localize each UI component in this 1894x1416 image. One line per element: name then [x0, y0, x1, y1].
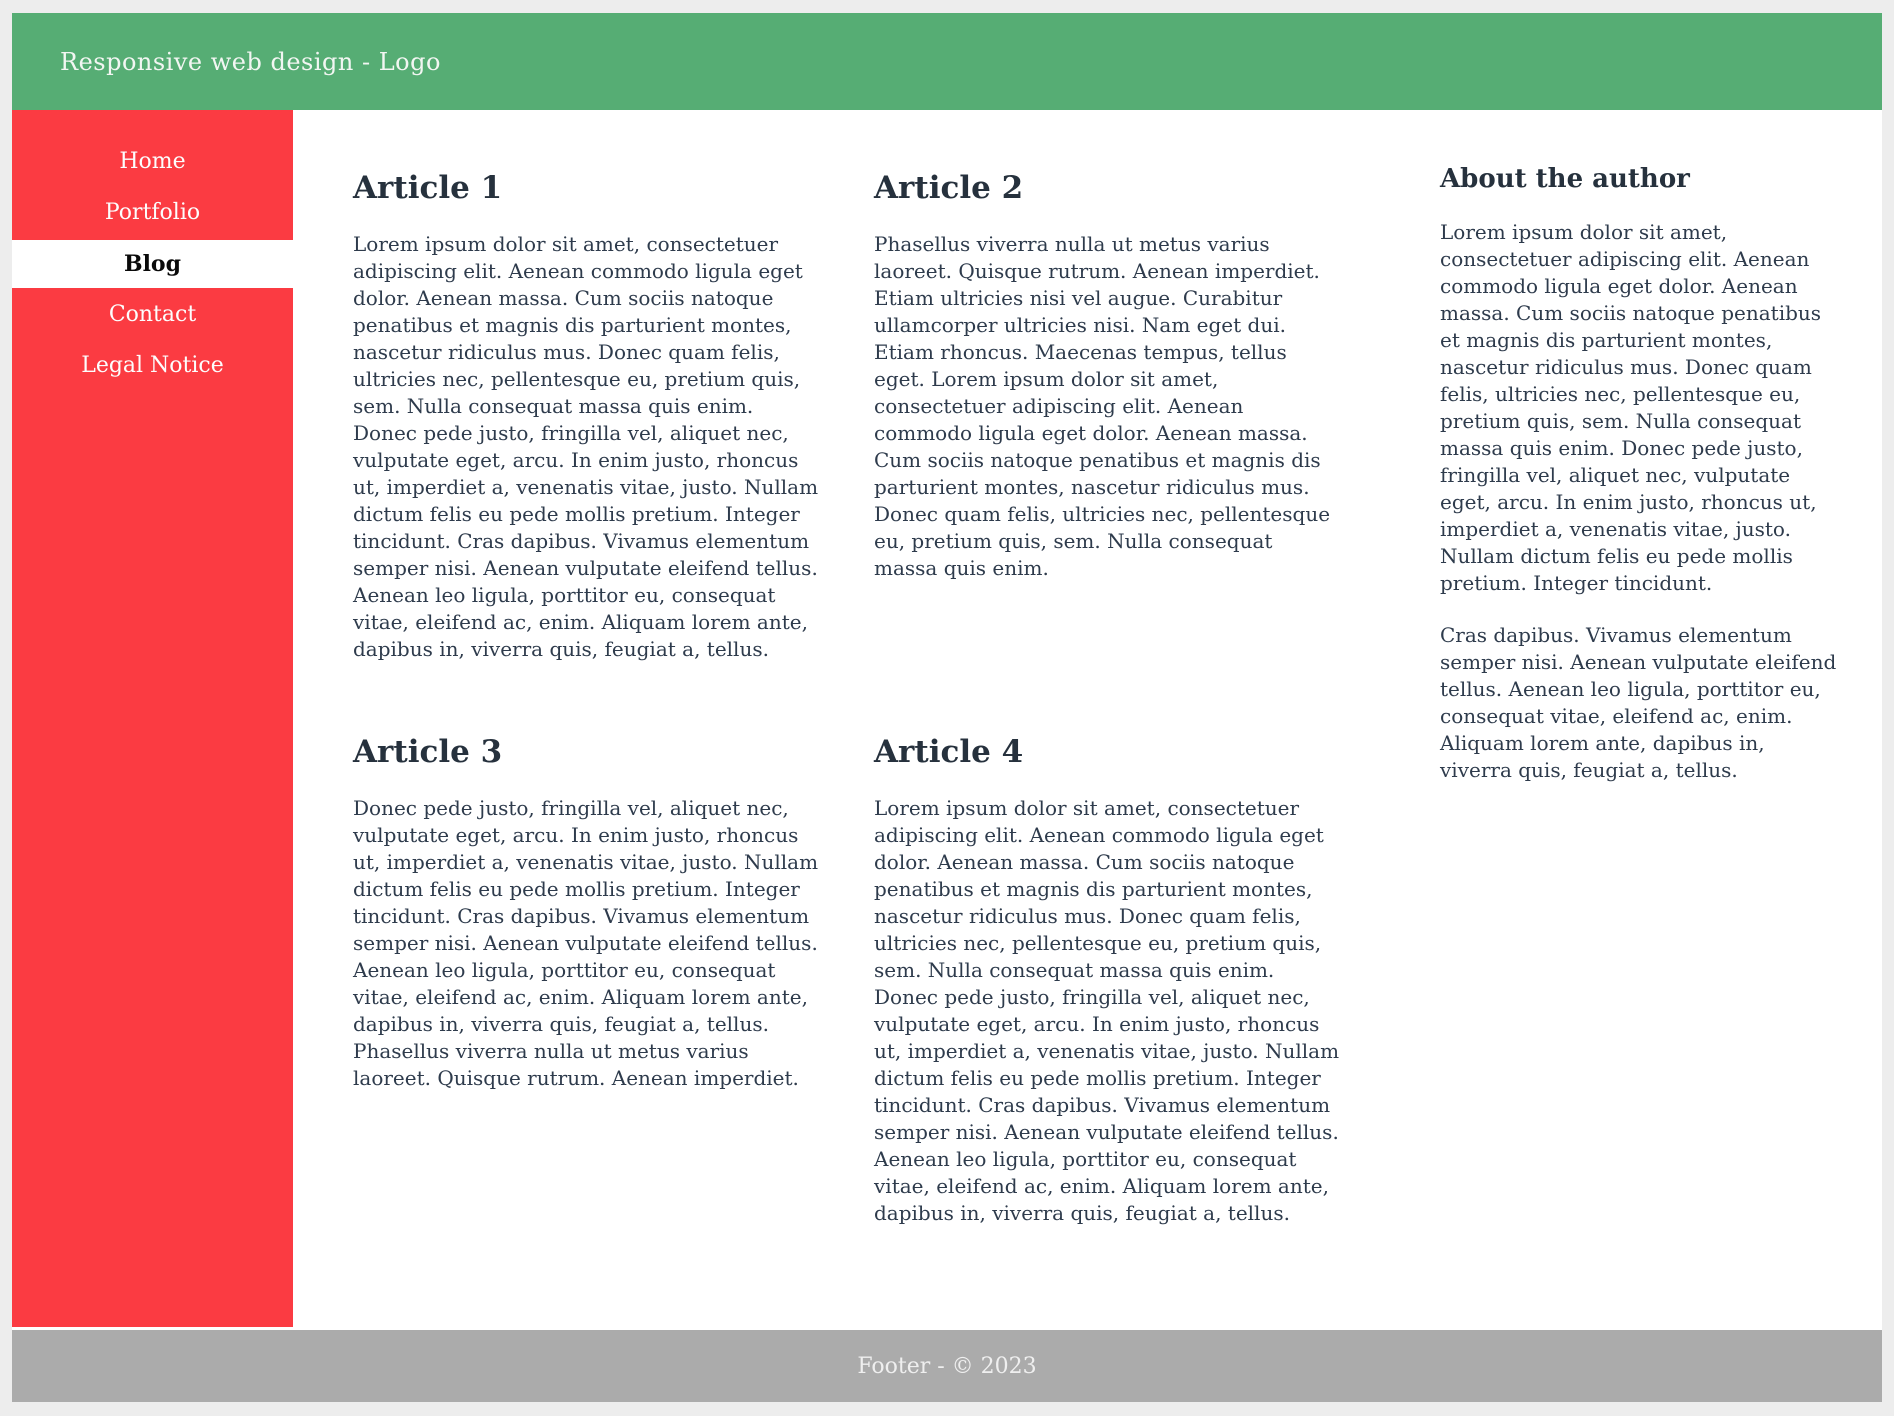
article-3-title: Article 3: [353, 734, 503, 770]
article-2-title: Article 2: [874, 170, 1024, 206]
about-author-title: About the author: [1440, 164, 1690, 194]
footer: [12, 1330, 1882, 1402]
nav-list: [12, 138, 293, 390]
about-author-paragraph-1: Lorem ipsum dolor sit amet, consectetuer adipiscing elit. Aenean commodo ligula eget dolor. Aenean massa. Cum sociis natoque penatibus et magnis dis parturient montes, nascetur ridiculus mus. Donec quam felis, ultricies nec, pellentesque eu, pretium quis, sem. Nulla consequat massa quis enim. Donec pede justo, fringilla vel, aliquet nec, vulputate eget, arcu. In enim justo, rhoncus ut, imperdiet a, venenatis vitae, justo. Nullam dictum felis eu pede mollis pretium. Integer tincidunt.: [1440, 220, 1822, 595]
nav-item-legal-notice[interactable]: Legal Notice: [81, 353, 224, 378]
articles-section: [353, 124, 1340, 1307]
article-4: [874, 688, 1340, 1252]
article-4-body: Lorem ipsum dolor sit amet, consectetuer adipiscing elit. Aenean commodo ligula eget dolor. Aenean massa. Cum sociis natoque penatibus et magnis dis parturient montes, nascetur ridiculus mus. Donec quam felis, ultricies nec, pellentesque eu, pretium quis, sem. Nulla consequat massa quis enim. Donec pede justo, fringilla vel, aliquet nec, vulputate eget, arcu. In enim justo, rhoncus ut, imperdiet a, venenatis vitae, justo. Nullam dictum felis eu pede mollis pretium. Integer tincidunt. Cras dapibus. Vivamus elementum semper nisi. Aenean vulputate eleifend tellus. Aenean leo ligula, porttitor eu, consequat vitae, eleifend ac, enim. Aliquam lorem ante, dapibus in, viverra quis, feugiat a, tellus.: [874, 796, 1340, 1225]
article-3-body: Donec pede justo, fringilla vel, aliquet nec, vulputate eget, arcu. In enim justo, rhoncus ut, imperdiet a, venenatis vitae, justo. Nullam dictum felis eu pede mollis pretium. Integer tincidunt. Cras dapibus. Vivamus elementum semper nisi. Aenean vulputate eleifend tellus. Aenean leo ligula, porttitor eu, consequat vitae, eleifend ac, enim. Aliquam lorem ante, dapibus in, viverra quis, feugiat a, tellus. Phasellus viverra nulla ut metus varius laoreet. Quisque rutrum. Aenean imperdiet.: [353, 796, 819, 1090]
article-2-body: Phasellus viverra nulla ut metus varius laoreet. Quisque rutrum. Aenean imperdiet. Etiam ultricies nisi vel augue. Curabitur ullamcorper ultricies nisi. Nam eget dui. Etiam rhoncus. Maecenas tempus, tellus eget. Lorem ipsum dolor sit amet, consectetuer adipiscing elit. Aenean commodo ligula eget dolor. Aenean massa. Cum sociis natoque penatibus et magnis dis parturient montes, nascetur ridiculus mus. Donec quam felis, ultricies nec, pellentesque eu, pretium quis, sem. Nulla consequat massa quis enim.: [874, 232, 1331, 580]
nav-item-contact[interactable]: Contact: [108, 302, 197, 327]
content-area: [293, 110, 1882, 1327]
article-4-title: Article 4: [874, 734, 1024, 770]
nav-item-portfolio[interactable]: Portfolio: [104, 200, 201, 225]
nav-item-blog[interactable]: Blog: [12, 240, 293, 288]
article-2: [874, 124, 1340, 688]
main-row: [12, 110, 1882, 1330]
site-logo-text: Responsive web design - Logo: [60, 47, 441, 76]
about-author-paragraph-2: Cras dapibus. Vivamus elementum semper nisi. Aenean vulputate eleifend tellus. Aenean leo ligula, porttitor eu, consequat vitae, eleifend ac, enim. Aliquam lorem ante, dapibus in, viverra quis, feugiat a, tellus.: [1440, 623, 1837, 782]
article-1: [353, 124, 819, 688]
article-1-body: Lorem ipsum dolor sit amet, consectetuer adipiscing elit. Aenean commodo ligula eget dolor. Aenean massa. Cum sociis natoque penatibus et magnis dis parturient montes, nascetur ridiculus mus. Donec quam felis, ultricies nec, pellentesque eu, pretium quis, sem. Nulla consequat massa quis enim. Donec pede justo, fringilla vel, aliquet nec, vulputate eget, arcu. In enim justo, rhoncus ut, imperdiet a, venenatis vitae, justo. Nullam dictum felis eu pede mollis pretium. Integer tincidunt. Cras dapibus. Vivamus elementum semper nisi. Aenean vulputate eleifend tellus. Aenean leo ligula, porttitor eu, consequat vitae, eleifend ac, enim. Aliquam lorem ante, dapibus in, viverra quis, feugiat a, tellus.: [353, 232, 819, 661]
about-author-panel: [1440, 124, 1837, 1307]
sidebar-nav: [12, 110, 293, 1327]
article-3: [353, 688, 819, 1252]
site-header: [12, 13, 1882, 110]
article-1-title: Article 1: [353, 170, 503, 206]
nav-item-home[interactable]: Home: [119, 149, 186, 174]
footer-text: Footer - © 2023: [857, 1353, 1037, 1379]
